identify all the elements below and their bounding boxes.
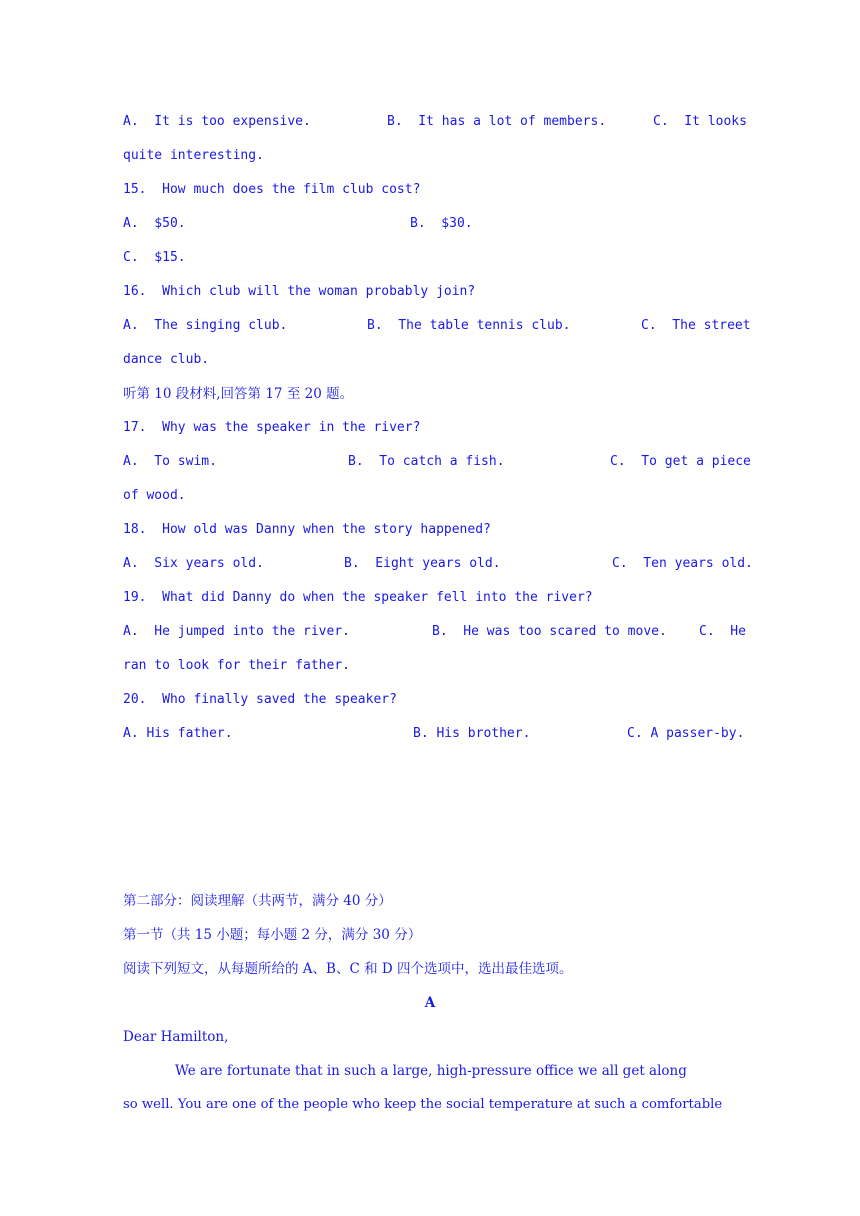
q19-options-row: [123, 622, 746, 642]
q14-option-c: C. It looks: [653, 114, 747, 129]
q18-option-c: C. Ten years old.: [612, 556, 753, 571]
q20-option-c: C. A passer-by.: [627, 726, 745, 741]
q20-question: 20. Who finally saved the speaker?: [123, 692, 397, 707]
letter-paragraph-line-1: We are fortunate that in such a large, high-pressure office we all get along: [175, 1063, 687, 1079]
q18-option-b: B. Eight years old.: [344, 556, 501, 571]
part2-heading: 第二部分：阅读理解（共两节，满分 40 分）: [123, 893, 392, 909]
q16-option-b: B. The table tennis club.: [367, 318, 571, 333]
q14-option-a: A. It is too expensive.: [123, 114, 311, 129]
q15-option-b: B. $30.: [410, 216, 473, 231]
q17-option-a: A. To swim.: [123, 454, 217, 469]
part2-instruction: 阅读下列短文，从每题所给的 A、B、C 和 D 四个选项中，选出最佳选项。: [123, 961, 573, 977]
q16-options-row: [123, 316, 751, 336]
passage-label: A: [424, 995, 436, 1011]
q20-option-b: B. His brother.: [413, 726, 531, 741]
q19-option-c-continued: ran to look for their father.: [123, 658, 350, 673]
q17-option-c: C. To get a piece: [610, 454, 751, 469]
letter-paragraph-line-2: so well. You are one of the people who keep the social temperature at such a comfortable: [123, 1097, 723, 1112]
q17-options-row: [123, 452, 751, 472]
q15-option-a: A. $50.: [123, 216, 186, 231]
q20-options-row: [123, 724, 745, 744]
q19-option-c: C. He: [699, 624, 746, 639]
q16-question: 16. Which club will the woman probably join?: [123, 284, 476, 299]
q16-option-a: A. The singing club.: [123, 318, 288, 333]
q14-options-row: [123, 112, 747, 132]
q14-option-c-continued: quite interesting.: [123, 148, 264, 163]
q16-option-c: C. The street: [641, 318, 751, 333]
q17-option-c-continued: of wood.: [123, 488, 186, 503]
q14-option-b: B. It has a lot of members.: [387, 114, 607, 129]
q18-option-a: A. Six years old.: [123, 556, 264, 571]
q15-options-row: [123, 214, 737, 234]
q15-option-c: C. $15.: [123, 250, 186, 265]
part2-section1-heading: 第一节（共 15 小题；每小题 2 分，满分 30 分）: [123, 927, 422, 943]
q18-options-row: [123, 554, 753, 574]
q20-option-a: A. His father.: [123, 726, 233, 741]
q17-question: 17. Why was the speaker in the river?: [123, 420, 421, 435]
q15-question: 15. How much does the film club cost?: [123, 182, 421, 197]
section-10-instruction: 听第 10 段材料,回答第 17 至 20 题。: [123, 386, 354, 402]
q17-option-b: B. To catch a fish.: [348, 454, 505, 469]
q18-question: 18. How old was Danny when the story happened?: [123, 522, 491, 537]
q19-question: 19. What did Danny do when the speaker fell into the river?: [123, 590, 593, 605]
q19-option-a: A. He jumped into the river.: [123, 624, 350, 639]
q19-option-b: B. He was too scared to move.: [432, 624, 667, 639]
letter-salutation: Dear Hamilton,: [123, 1029, 229, 1045]
q16-option-c-continued: dance club.: [123, 352, 210, 367]
